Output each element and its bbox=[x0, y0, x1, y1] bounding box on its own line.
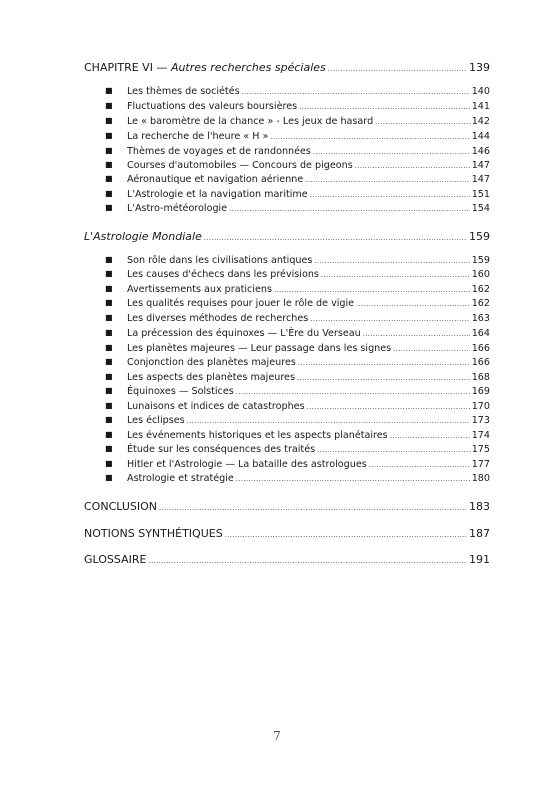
toc-subentry-label: Conjonction des planètes majeures bbox=[127, 357, 296, 368]
toc-subentry-label: Les causes d'échecs dans les prévisions bbox=[127, 269, 319, 280]
bullet-icon: ■ bbox=[105, 357, 113, 366]
toc-subentry bbox=[105, 160, 490, 171]
toc-entry-label: GLOSSAIRE bbox=[84, 553, 147, 566]
bullet-icon: ■ bbox=[105, 372, 113, 381]
toc-subentry bbox=[105, 131, 490, 142]
toc-subentry-label: L'Astrologie et la navigation maritime bbox=[127, 189, 308, 200]
dot-leader bbox=[393, 345, 470, 353]
toc-page-number: 173 bbox=[471, 415, 490, 426]
dot-leader bbox=[307, 403, 470, 411]
toc-subentry bbox=[105, 116, 490, 127]
toc-subentry bbox=[105, 473, 490, 484]
dot-leader bbox=[187, 417, 470, 425]
toc-page-number: 191 bbox=[469, 553, 490, 566]
toc-page-number: 142 bbox=[471, 116, 490, 127]
bullet-icon: ■ bbox=[105, 298, 113, 307]
dot-leader bbox=[297, 374, 470, 382]
bullet-icon: ■ bbox=[105, 444, 113, 453]
toc-subentry-label: Les thèmes de sociétés bbox=[127, 86, 240, 97]
toc-page-number: 183 bbox=[469, 500, 490, 513]
toc-subentry-label: Les aspects des planètes majeures bbox=[127, 372, 295, 383]
dot-leader bbox=[298, 359, 470, 367]
dot-leader bbox=[328, 65, 467, 73]
toc-entry-label: CONCLUSION bbox=[84, 500, 157, 513]
bullet-icon: ■ bbox=[105, 131, 113, 140]
toc-subentry bbox=[105, 372, 490, 383]
toc-subentry-label: Avertissements aux praticiens bbox=[127, 284, 272, 295]
toc-subentry-label: Lunaisons et indices de catastrophes bbox=[127, 401, 305, 412]
toc-subentry-label: Les diverses méthodes de recherches bbox=[127, 313, 309, 324]
toc-page-number: 140 bbox=[471, 86, 490, 97]
toc-subentry bbox=[105, 386, 490, 397]
bullet-icon: ■ bbox=[105, 430, 113, 439]
toc-subentry-label: Son rôle dans les civilisations antiques bbox=[127, 255, 313, 266]
toc-subentry-label: L'Astro-météorologie bbox=[127, 203, 228, 214]
toc-subentry-label: La précession des équinoxes — L'Ère du Verseau bbox=[127, 328, 361, 339]
toc-entry-chapitre-vi bbox=[84, 61, 490, 74]
toc-page-number: 169 bbox=[471, 386, 490, 397]
toc-subentry bbox=[105, 146, 490, 157]
toc-page-number: 164 bbox=[471, 328, 490, 339]
dot-leader bbox=[390, 432, 470, 440]
bullet-icon: ■ bbox=[105, 415, 113, 424]
toc-subentry bbox=[105, 328, 490, 339]
toc-subentry bbox=[105, 313, 490, 324]
bullet-icon: ■ bbox=[105, 116, 113, 125]
bullet-icon: ■ bbox=[105, 473, 113, 482]
toc-subentry-label: Les planètes majeures — Leur passage dans les signes bbox=[127, 343, 392, 354]
toc-page-number: 180 bbox=[471, 473, 490, 484]
toc-subentry bbox=[105, 284, 490, 295]
toc-subentry-label: Astrologie et stratégie bbox=[127, 473, 234, 484]
toc-page-number: 166 bbox=[471, 343, 490, 354]
toc-subentry-label: Aéronautique et navigation aérienne bbox=[127, 174, 304, 185]
bullet-icon: ■ bbox=[105, 101, 113, 110]
toc-page-number: 168 bbox=[471, 372, 490, 383]
bullet-icon: ■ bbox=[105, 459, 113, 468]
toc-subentry bbox=[105, 255, 490, 266]
dot-leader bbox=[355, 162, 470, 170]
toc-entry-label: L'Astrologie Mondiale bbox=[84, 230, 202, 243]
toc-subentry bbox=[105, 203, 490, 214]
dot-leader bbox=[317, 446, 470, 454]
toc-page-number: 160 bbox=[471, 269, 490, 280]
toc-page-number: 162 bbox=[471, 298, 490, 309]
dot-leader bbox=[313, 148, 470, 156]
toc-page-number: 151 bbox=[471, 189, 490, 200]
bullet-icon: ■ bbox=[105, 86, 113, 95]
toc-page-number: 162 bbox=[471, 284, 490, 295]
toc-subentry bbox=[105, 86, 490, 97]
toc-subentry-label: Les éclipses bbox=[127, 415, 185, 426]
toc-entry-label: NOTIONS SYNTHÉTIQUES bbox=[84, 527, 223, 540]
toc-subentry bbox=[105, 189, 490, 200]
bullet-icon: ■ bbox=[105, 160, 113, 169]
toc-subentry-label: Le « baromètre de la chance » - Les jeux de hasard bbox=[127, 116, 374, 127]
toc-entry-astrologie-mondiale bbox=[84, 230, 490, 243]
dot-leader bbox=[375, 118, 470, 126]
toc-page-number: 139 bbox=[469, 61, 490, 74]
toc-page-number: 187 bbox=[469, 527, 490, 540]
dot-leader bbox=[225, 531, 467, 539]
dot-leader bbox=[321, 271, 470, 279]
toc-page-number: 154 bbox=[471, 203, 490, 214]
bullet-icon: ■ bbox=[105, 386, 113, 395]
toc-page-number: 177 bbox=[471, 459, 490, 470]
toc-subentry-label: Équinoxes — Solstices bbox=[127, 386, 234, 397]
toc-subentry bbox=[105, 459, 490, 470]
toc-page-number: 159 bbox=[471, 255, 490, 266]
toc-subentry-label: Hitler et l'Astrologie — La bataille des astrologues bbox=[127, 459, 367, 470]
dot-leader bbox=[310, 191, 470, 199]
toc-subentry bbox=[105, 101, 490, 112]
toc-page-number: 163 bbox=[471, 313, 490, 324]
bullet-icon: ■ bbox=[105, 313, 113, 322]
dot-leader bbox=[204, 234, 467, 242]
bullet-icon: ■ bbox=[105, 174, 113, 183]
toc-subentry bbox=[105, 357, 490, 368]
bullet-icon: ■ bbox=[105, 189, 113, 198]
toc-subentry-label: Les qualités requises pour jouer le rôle de vigie bbox=[127, 298, 355, 309]
bullet-icon: ■ bbox=[105, 328, 113, 337]
toc-subentry bbox=[105, 343, 490, 354]
dot-leader bbox=[369, 461, 470, 469]
bullet-icon: ■ bbox=[105, 284, 113, 293]
bullet-icon: ■ bbox=[105, 343, 113, 352]
dot-leader bbox=[159, 504, 467, 512]
toc-subentry bbox=[105, 415, 490, 426]
toc-subentry bbox=[105, 444, 490, 455]
toc-page-number: 174 bbox=[471, 430, 490, 441]
dot-leader bbox=[363, 330, 470, 338]
bullet-icon: ■ bbox=[105, 255, 113, 264]
dot-leader bbox=[310, 315, 469, 323]
bullet-icon: ■ bbox=[105, 203, 113, 212]
dot-leader bbox=[236, 475, 470, 483]
dot-leader bbox=[236, 388, 470, 396]
toc-subentry-label: Thèmes de voyages et de randonnées bbox=[127, 146, 311, 157]
dot-leader bbox=[242, 88, 470, 96]
toc-entry-label: CHAPITRE VI — Autres recherches spéciales bbox=[84, 61, 326, 74]
toc-subentry-label: Étude sur les conséquences des traités bbox=[127, 444, 316, 455]
toc-page-number: 159 bbox=[469, 230, 490, 243]
toc-subentry bbox=[105, 174, 490, 185]
toc-subentry-label: Fluctuations des valeurs boursières bbox=[127, 101, 298, 112]
dot-leader bbox=[229, 205, 470, 213]
toc-page-number: 170 bbox=[471, 401, 490, 412]
toc-page-number: 147 bbox=[471, 174, 490, 185]
dot-leader bbox=[356, 300, 470, 308]
toc-subentry bbox=[105, 298, 490, 309]
toc-subentry-label: Les événements historiques et les aspects planétaires bbox=[127, 430, 388, 441]
bullet-icon: ■ bbox=[105, 401, 113, 410]
toc-subentry bbox=[105, 269, 490, 280]
toc-page-number: 144 bbox=[471, 131, 490, 142]
bullet-icon: ■ bbox=[105, 146, 113, 155]
dot-leader bbox=[274, 286, 470, 294]
dot-leader bbox=[148, 557, 467, 565]
toc-page-number: 146 bbox=[471, 146, 490, 157]
toc-page-number: 141 bbox=[471, 101, 490, 112]
dot-leader bbox=[299, 103, 470, 111]
toc-entry-conclusion bbox=[84, 500, 490, 513]
toc-entry-notions-synthetiques bbox=[84, 527, 490, 540]
dot-leader bbox=[314, 257, 469, 265]
toc-subentry bbox=[105, 430, 490, 441]
toc-entry-glossaire bbox=[84, 553, 490, 566]
dot-leader bbox=[270, 133, 469, 141]
toc-subentry bbox=[105, 401, 490, 412]
toc-subentry-label: La recherche de l'heure « H » bbox=[127, 131, 269, 142]
bullet-icon: ■ bbox=[105, 269, 113, 278]
toc-page-number: 166 bbox=[471, 357, 490, 368]
dot-leader bbox=[305, 176, 469, 184]
page-number: 7 bbox=[273, 729, 281, 743]
toc-subentry-label: Courses d'automobiles — Concours de pigeons bbox=[127, 160, 353, 171]
toc-page-number: 147 bbox=[471, 160, 490, 171]
toc-page-number: 175 bbox=[471, 444, 490, 455]
